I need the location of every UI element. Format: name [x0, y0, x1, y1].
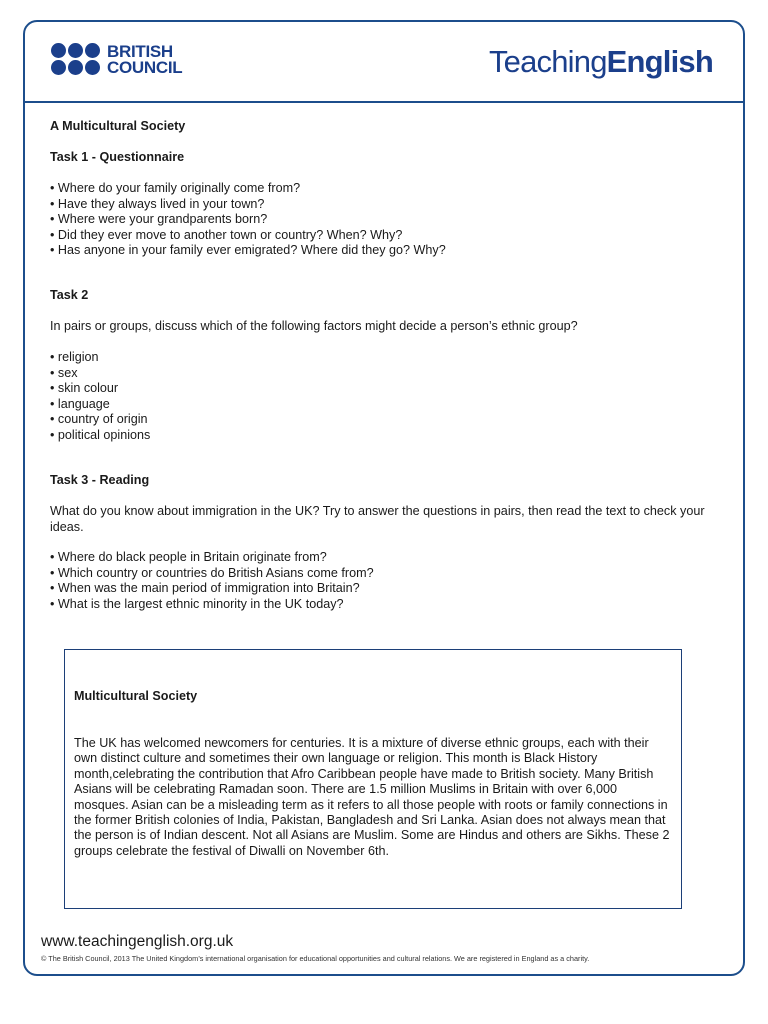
teaching-english-logo: TeachingEnglish: [488, 44, 713, 79]
task3-heading: Task 3 - Reading: [50, 473, 150, 487]
footer-copyright: © The British Council, 2013 The United Kingdom’s international organisation for educational opportunities and cultural relations. We are registered in England as a charity.: [41, 954, 590, 963]
reading-text-box: [64, 649, 682, 909]
list-item: • political opinions: [50, 428, 150, 444]
list-item: • Which country or countries do British Asians come from?: [50, 566, 374, 582]
task1-questions: [50, 181, 446, 259]
task2-heading: Task 2: [50, 288, 89, 302]
list-item: • religion: [50, 350, 150, 366]
list-item: • country of origin: [50, 412, 150, 428]
list-item: • Have they always lived in your town?: [50, 197, 446, 213]
list-item: • Has anyone in your family ever emigrated? Where did they go? Why?: [50, 243, 446, 259]
header-divider: [25, 101, 743, 103]
list-item: • When was the main period of immigration into Britain?: [50, 581, 374, 597]
list-item: • What is the largest ethnic minority in the UK today?: [50, 597, 374, 613]
task3-instruction: What do you know about immigration in the UK? Try to answer the questions in pairs, then read the text to check your ideas.: [50, 504, 705, 534]
british-council-dots-icon: [51, 43, 101, 76]
british-council-wordmark: BRITISH COUNCIL: [107, 41, 183, 77]
list-item: • Where do your family originally come from?: [50, 181, 446, 197]
task2-instruction: In pairs or groups, discuss which of the following factors might decide a person’s ethnic group?: [50, 319, 578, 333]
list-item: • language: [50, 397, 150, 413]
footer-url: www.teachingenglish.org.uk: [41, 933, 234, 950]
list-item: • Did they ever move to another town or country? When? Why?: [50, 228, 446, 244]
list-item: • Where were your grandparents born?: [50, 212, 446, 228]
page-title: A Multicultural Society: [50, 119, 186, 133]
list-item: • skin colour: [50, 381, 150, 397]
task3-questions: [50, 550, 374, 612]
reading-body: The UK has welcomed newcomers for centuries. It is a mixture of diverse ethnic groups, each with their own distinct culture and sometimes their own language or religion. This month is Black History month,celebrating the contribution that Afro Caribbean people have made to British society. Many British Asians will be celebrating Ramadan soon. There are 1.5 million Muslims in Britain with over 6,000 mosques. Asian can be a misleading term as it refers to all those people with roots or family connections in the former British colonies of India, Pakistan, Bangladesh and Sri Lanka. Asian does not always mean that the person is of Indian descent. Not all Asians are Muslim. Some are Hindus and others are Sikhs. These 2 groups celebrate the festival of Diwalli on November 6th.: [74, 736, 670, 858]
reading-title: Multicultural Society: [74, 689, 198, 703]
list-item: • sex: [50, 366, 150, 382]
task2-factors: [50, 350, 150, 444]
british-council-logo: [51, 43, 182, 76]
list-item: • Where do black people in Britain originate from?: [50, 550, 374, 566]
task1-heading: Task 1 - Questionnaire: [50, 150, 185, 164]
